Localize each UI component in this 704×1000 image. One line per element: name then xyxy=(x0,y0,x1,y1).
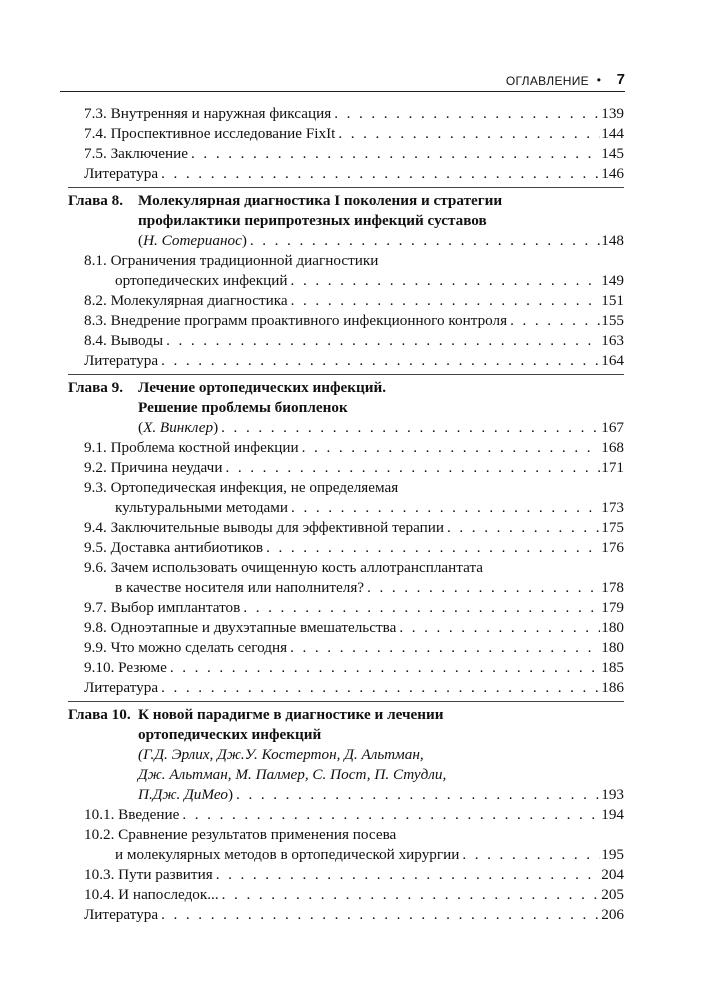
toc-entry-10-4[interactable] xyxy=(68,885,624,905)
entry-page: 204 xyxy=(601,866,624,883)
entry-page: 171 xyxy=(601,459,624,476)
entry-title: Внутренняя и наружная фиксация xyxy=(110,105,332,122)
toc-entry-9-6-line-1[interactable] xyxy=(68,558,624,578)
dot-leader xyxy=(161,164,600,184)
entry-title: Молекулярная диагностика xyxy=(110,292,288,309)
entry-title: Пути развития xyxy=(118,866,213,883)
entry-page: 206 xyxy=(601,906,624,923)
entry-page: 176 xyxy=(601,539,624,556)
chapter-authors: П.Дж. ДиМео xyxy=(138,786,228,803)
toc-entry-10-2-line-2[interactable] xyxy=(68,845,624,865)
toc-entry-10-1[interactable] xyxy=(68,805,624,825)
dot-leader xyxy=(510,311,600,331)
chapter-author: Х. Винклер xyxy=(143,419,214,436)
chapter-number: Глава 8. xyxy=(68,192,124,209)
table-of-contents xyxy=(68,104,624,925)
chapter-author: Н. Сотерианос xyxy=(143,232,242,249)
entry-page: 185 xyxy=(601,659,624,676)
entry-page: 179 xyxy=(601,599,624,616)
toc-entry-9-8[interactable] xyxy=(68,618,624,638)
entry-number: 7.5. xyxy=(84,145,107,162)
entry-number: 8.2. xyxy=(84,292,107,309)
toc-entry-9-5[interactable] xyxy=(68,538,624,558)
entry-page: 186 xyxy=(601,679,624,696)
entry-title: Заключительные выводы для эффективной терапии xyxy=(110,519,445,536)
entry-title-cont: ортопедических инфекций xyxy=(115,272,288,289)
toc-entry-9-2[interactable] xyxy=(68,458,624,478)
toc-entry-9-3-line-1[interactable] xyxy=(68,478,624,498)
entry-title: Причина неудачи xyxy=(110,459,223,476)
toc-entry-literature-10[interactable] xyxy=(68,905,624,925)
dot-leader xyxy=(182,805,600,825)
toc-entry-literature-9[interactable] xyxy=(68,678,624,698)
entry-number: 9.2. xyxy=(84,459,107,476)
entry-page: 145 xyxy=(601,145,624,162)
dot-leader xyxy=(462,845,600,865)
entry-page: 180 xyxy=(601,639,624,656)
chapter-title-line-2: ортопедических инфекций xyxy=(138,726,322,743)
dot-leader xyxy=(447,518,600,538)
chapter-divider xyxy=(68,187,624,188)
dot-leader xyxy=(334,104,600,124)
toc-entry-8-1-line-2[interactable] xyxy=(68,271,624,291)
chapter-number: Глава 10. xyxy=(68,706,131,723)
chapter-number: Глава 9. xyxy=(68,379,124,396)
dot-leader xyxy=(170,658,600,678)
entry-title: Выбор имплантатов xyxy=(110,599,241,616)
toc-entry-8-2[interactable] xyxy=(68,291,624,311)
entry-page: 195 xyxy=(601,846,624,863)
entry-title: Выводы xyxy=(110,332,164,349)
entry-title: Литература xyxy=(84,352,159,369)
toc-entry-7-5[interactable] xyxy=(68,144,624,164)
toc-entry-9-4[interactable] xyxy=(68,518,624,538)
entry-title: Сравнение результатов применения посева xyxy=(118,826,397,843)
entry-title: Зачем использовать очищенную кость аллотрансплантата xyxy=(110,559,484,576)
entry-page: 149 xyxy=(601,272,624,289)
dot-leader xyxy=(250,231,600,251)
chapter-title-line-1: К новой парадигме в диагностике и лечении xyxy=(138,706,444,723)
entry-number: 7.3. xyxy=(84,105,107,122)
entry-title-cont: культуральными методами xyxy=(115,499,289,516)
entry-title: Резюме xyxy=(118,659,167,676)
toc-entry-10-2-line-1[interactable] xyxy=(68,825,624,845)
chapter-10-heading[interactable] xyxy=(68,705,624,725)
entry-title: Что можно сделать сегодня xyxy=(110,639,288,656)
toc-entry-9-7[interactable] xyxy=(68,598,624,618)
chapter-divider xyxy=(68,701,624,702)
entry-title: Проблема костной инфекции xyxy=(110,439,299,456)
dot-leader xyxy=(338,124,600,144)
entry-number: 9.8. xyxy=(84,619,107,636)
page-number: 7 xyxy=(616,71,625,88)
entry-page: 175 xyxy=(601,519,624,536)
entry-number: 8.3. xyxy=(84,312,107,329)
entry-page: 148 xyxy=(601,232,624,249)
entry-number: 9.10. xyxy=(84,659,115,676)
entry-number: 9.7. xyxy=(84,599,107,616)
toc-entry-7-3[interactable] xyxy=(68,104,624,124)
dot-leader xyxy=(236,785,600,805)
entry-title: Ограничения традиционной диагностики xyxy=(110,252,379,269)
entry-title: Литература xyxy=(84,165,159,182)
entry-number: 10.2. xyxy=(84,826,115,843)
toc-entry-8-3[interactable] xyxy=(68,311,624,331)
running-header-title: ОГЛАВЛЕНИЕ xyxy=(505,74,589,88)
entry-title: Литература xyxy=(84,679,159,696)
toc-entry-9-6-line-2[interactable] xyxy=(68,578,624,598)
dot-leader xyxy=(291,291,601,311)
entry-number: 10.1. xyxy=(84,806,115,823)
entry-title-cont: и молекулярных методов в ортопедической хирургии xyxy=(115,846,460,863)
dot-leader xyxy=(266,538,600,558)
bullet-icon: • xyxy=(596,73,601,87)
entry-page: 139 xyxy=(601,105,624,122)
toc-entry-8-4[interactable] xyxy=(68,331,624,351)
entry-title-cont: в качестве носителя или наполнителя? xyxy=(115,579,365,596)
entry-title: Одноэтапные и двухэтапные вмешательства xyxy=(110,619,397,636)
entry-title: Введение xyxy=(118,806,180,823)
entry-title: Внедрение программ проактивного инфекционного контроля xyxy=(110,312,508,329)
chapter-10-author-line[interactable]: П.Дж. ДиМео) . . . 193 xyxy=(68,785,624,805)
entry-page: 194 xyxy=(601,806,624,823)
toc-entry-9-1[interactable] xyxy=(68,438,624,458)
entry-title: Ортопедическая инфекция, не определяемая xyxy=(110,479,399,496)
toc-entry-7-4[interactable] xyxy=(68,124,624,144)
entry-number: 7.4. xyxy=(84,125,107,142)
dot-leader xyxy=(290,638,600,658)
chapter-9-author-line[interactable]: (Х. Винклер) . . . 167 xyxy=(68,418,624,438)
entry-number: 8.4. xyxy=(84,332,107,349)
entry-page: 146 xyxy=(601,165,624,182)
entry-title: Проспективное исследование FixIt xyxy=(110,125,336,142)
chapter-9-heading[interactable] xyxy=(68,378,624,398)
entry-page: 163 xyxy=(601,332,624,349)
chapter-authors-line-2: Дж. Альтман, М. Палмер, С. Пост, П. Студли, xyxy=(138,766,447,783)
dot-leader xyxy=(367,578,600,598)
toc-entry-9-9[interactable] xyxy=(68,638,624,658)
dot-leader xyxy=(399,618,600,638)
toc-entry-10-3[interactable] xyxy=(68,865,624,885)
dot-leader xyxy=(291,498,600,518)
entry-page: 205 xyxy=(601,886,624,903)
chapter-8-heading[interactable] xyxy=(68,191,624,211)
entry-page: 168 xyxy=(601,439,624,456)
entry-number: 9.9. xyxy=(84,639,107,656)
chapter-authors: Г.Д. Эрлих, Дж.У. Костертон, Д. Альтман, xyxy=(143,746,424,763)
chapter-title-line-1: Молекулярная диагностика I поколения и стратегии xyxy=(138,192,503,209)
dot-leader xyxy=(291,271,601,291)
chapter-divider xyxy=(68,374,624,375)
toc-entry-8-1-line-1[interactable] xyxy=(68,251,624,271)
entry-number: 9.1. xyxy=(84,439,107,456)
entry-title: Доставка антибиотиков xyxy=(110,539,264,556)
dot-leader xyxy=(161,351,600,371)
dot-leader xyxy=(225,458,600,478)
entry-page: 173 xyxy=(601,499,624,516)
toc-entry-literature-8[interactable] xyxy=(68,351,624,371)
entry-title: Литература xyxy=(84,906,159,923)
entry-page: 180 xyxy=(601,619,624,636)
entry-page: 164 xyxy=(601,352,624,369)
entry-page: 167 xyxy=(601,419,624,436)
dot-leader xyxy=(161,905,600,925)
toc-entry-9-3-line-2[interactable] xyxy=(68,498,624,518)
toc-entry-literature-7[interactable] xyxy=(68,164,624,184)
dot-leader xyxy=(243,598,600,618)
header-rule xyxy=(60,91,625,92)
entry-number: 9.3. xyxy=(84,479,107,496)
running-header xyxy=(60,66,625,92)
entry-number: 9.4. xyxy=(84,519,107,536)
entry-page: 144 xyxy=(601,125,624,142)
entry-number: 10.3. xyxy=(84,866,115,883)
entry-number: 9.5. xyxy=(84,539,107,556)
entry-page: 178 xyxy=(601,579,624,596)
entry-number: 9.6. xyxy=(84,559,107,576)
chapter-title-line-2: Решение проблемы биопленок xyxy=(138,399,348,416)
entry-page: 151 xyxy=(601,292,624,309)
dot-leader xyxy=(216,865,601,885)
entry-title: Заключение xyxy=(110,145,189,162)
toc-entry-9-10[interactable] xyxy=(68,658,624,678)
dot-leader xyxy=(221,418,600,438)
entry-number: 10.4. xyxy=(84,886,115,903)
dot-leader xyxy=(222,885,601,905)
dot-leader xyxy=(302,438,601,458)
chapter-title-line-1: Лечение ортопедических инфекций. xyxy=(138,379,387,396)
chapter-authors-line-1: (Г.Д. Эрлих, Дж.У. Костертон, Д. Альтман, xyxy=(138,746,424,763)
chapter-title-line-2: профилактики перипротезных инфекций суставов xyxy=(138,212,487,229)
entry-title: И напоследок... xyxy=(118,886,219,903)
dot-leader xyxy=(191,144,600,164)
entry-number: 8.1. xyxy=(84,252,107,269)
dot-leader xyxy=(161,678,600,698)
dot-leader xyxy=(166,331,600,351)
entry-page: 193 xyxy=(601,786,624,803)
entry-page: 155 xyxy=(601,312,624,329)
chapter-8-author-line[interactable]: (Н. Сотерианос) . . . 148 xyxy=(68,231,624,251)
